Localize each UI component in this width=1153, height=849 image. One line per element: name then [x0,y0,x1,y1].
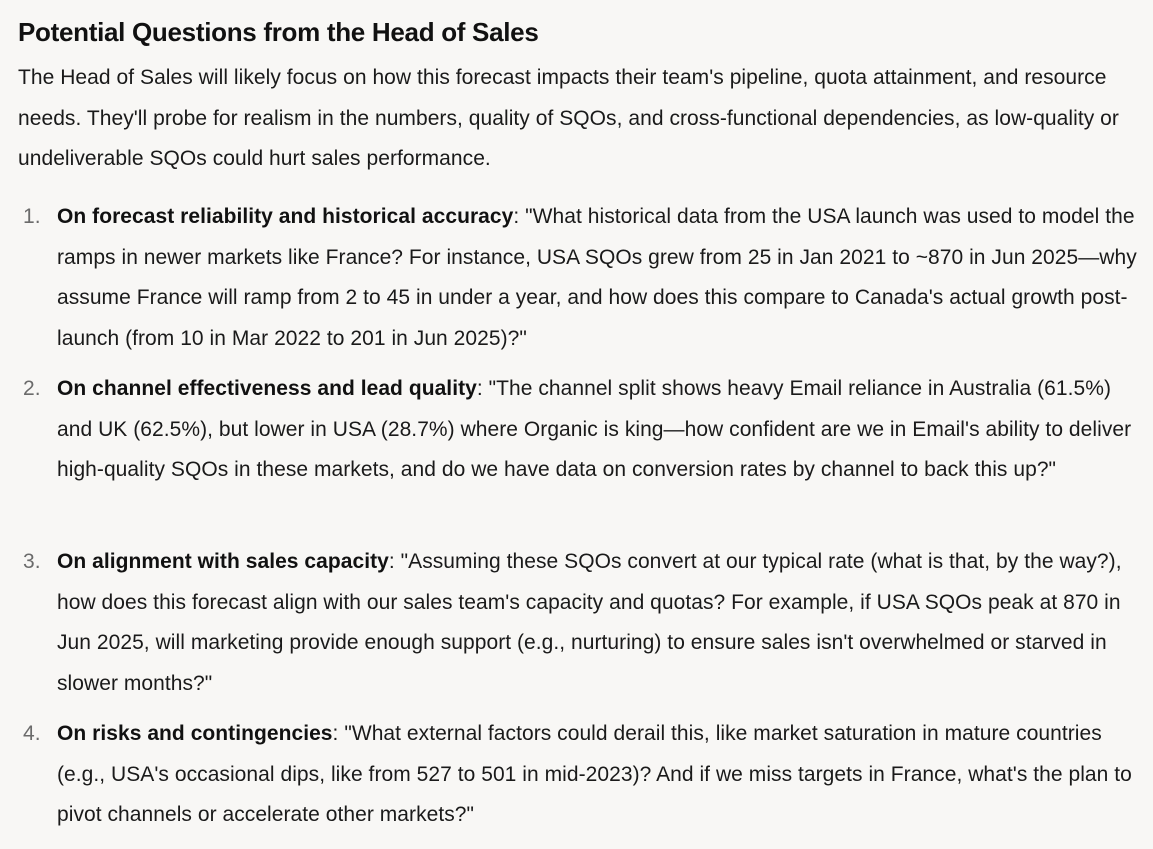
intro-paragraph: The Head of Sales will likely focus on how this forecast impacts their team's pipeline, quota attainment, and resource needs. They'll probe for realism in the numbers, quality of SQOs, and cross-functional dependencies, as low-quality or undeliverable SQOs could hurt sales performance. [18,66,1119,170]
question-item [18,369,1138,491]
section-title: Potential Questions from the Head of Sales [18,17,539,47]
question-text: : "What historical data from the USA launch was used to model the ramps in newer markets like France? For instance, USA SQOs grew from 25 in Jan 2021 to ~870 in Jun 2025—why assume France will ramp from 2 to 45 in under a year, and how does this compare to Canada's actual growth post-launch (from 10 in Mar 2022 to 201 in Jun 2025)?" [57,205,1137,350]
question-lead: On alignment with sales capacity [57,550,389,573]
document [18,0,1138,826]
question-lead: On forecast reliability and historical accuracy [57,205,514,228]
question-text: : "What external factors could derail this, like market saturation in mature countries (e.g., USA's occasional dips, like from 527 to 501 in mid-2023)? And if we miss targets in France, what's the plan to pivot channels or accelerate other markets?" [57,722,1132,826]
question-text: : "Assuming these SQOs convert at our typical rate (what is that, by the way?), how does this forecast align with our sales team's capacity and quotas? For example, if USA SQOs peak at 870 in Jun 2025, will marketing provide enough support (e.g., nurturing) to ensure sales isn't overwhelmed or starved in slower months?" [57,550,1122,695]
question-number: 1. [23,205,41,228]
question-number: 4. [23,722,41,745]
question-item [18,714,1138,836]
question-number: 2. [23,377,41,400]
question-lead: On channel effectiveness and lead quality [57,377,477,400]
question-text: : "The channel split shows heavy Email reliance in Australia (61.5%) and UK (62.5%), but lower in USA (28.7%) where Organic is king—how confident are we in Email's ability to deliver high-quality SQOs in these markets, and do we have data on conversion rates by channel to back this up?" [57,377,1132,481]
question-lead: On risks and contingencies [57,722,333,745]
question-item [18,542,1138,704]
question-number: 3. [23,550,41,573]
question-item [18,197,1138,359]
